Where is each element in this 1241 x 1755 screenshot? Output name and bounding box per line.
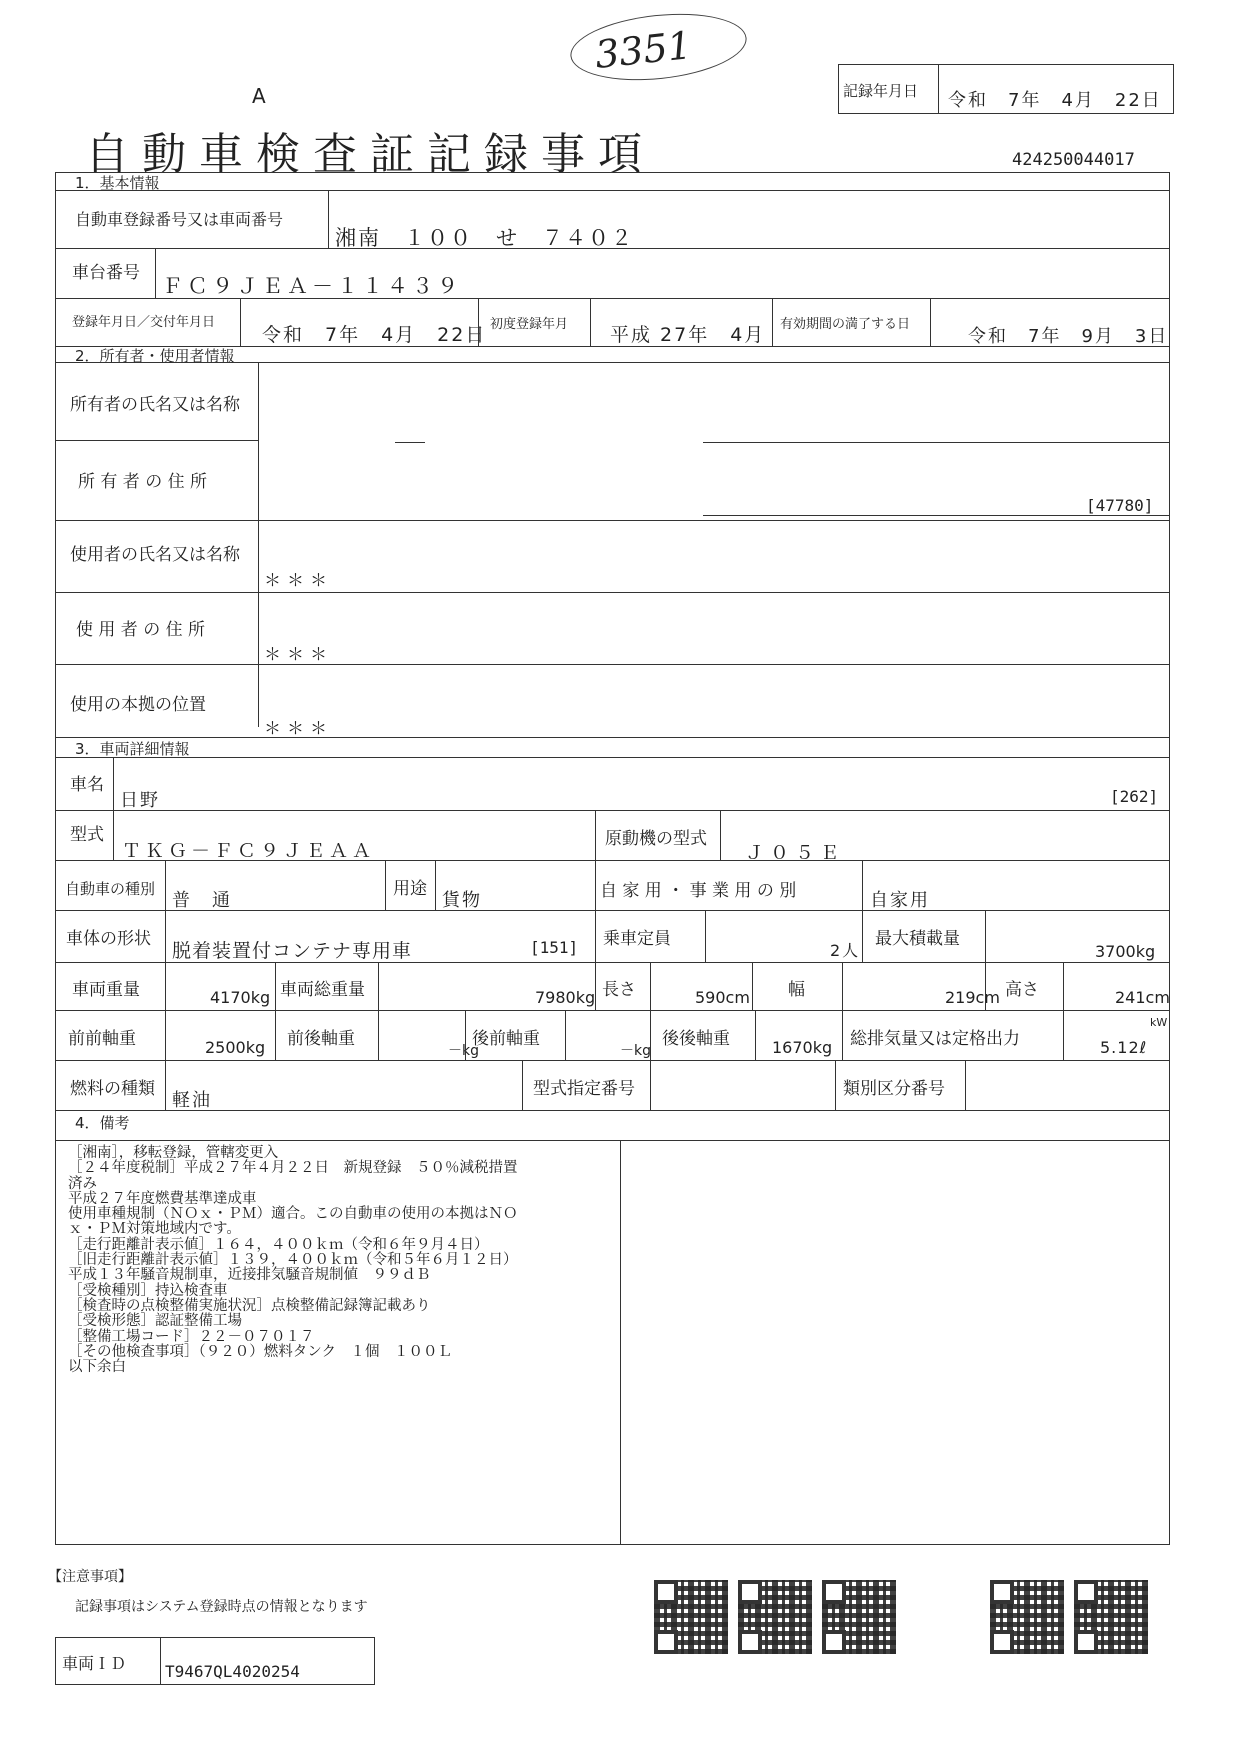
qr-code-4: [990, 1580, 1064, 1654]
car-name-label: 車名: [70, 775, 104, 795]
length-value: 590cm: [695, 988, 750, 1007]
max-load-value: 3700kg: [1095, 942, 1156, 961]
body-shape-label: 車体の形状: [66, 929, 151, 949]
base-location-value: ＊＊＊: [264, 719, 333, 739]
expiry-value: 令和 7年 9月 3日: [968, 326, 1169, 347]
height-value: 241cm: [1115, 988, 1170, 1007]
capacity-value: 2人: [830, 941, 861, 960]
private-business-value: 自家用: [870, 890, 930, 911]
gross-weight-value: 7980kg: [535, 988, 596, 1007]
car-name-value: 日野: [120, 790, 160, 811]
displacement-unit: kW: [1150, 1016, 1168, 1029]
vehicle-id-label: 車両ＩＤ: [62, 1654, 127, 1673]
private-business-label: 自 家 用 ・ 事 業 用 の 別: [600, 881, 797, 901]
fr-axle-label: 前後軸重: [287, 1029, 355, 1049]
user-address-value: ＊＊＊: [264, 645, 333, 665]
fr-axle-value: －kg: [448, 1043, 479, 1059]
model-label: 型式: [70, 825, 104, 845]
rf-axle-value: －kg: [620, 1043, 651, 1059]
record-date-value: 令和 7年 4月 22日: [948, 90, 1162, 111]
kind-value: 普 通: [172, 890, 232, 911]
section-basic: 1．基本情報: [75, 174, 160, 192]
section-remarks: 4．備考: [75, 1114, 130, 1132]
ff-axle-label: 前前軸重: [68, 1029, 136, 1049]
gross-weight-label: 車両総重量: [280, 980, 365, 1000]
width-value: 219cm: [945, 988, 1000, 1007]
ff-axle-value: 2500kg: [205, 1038, 266, 1057]
base-location-label: 使用の本拠の位置: [70, 695, 206, 715]
owner-address-label: 所 有 者 の 住 所: [78, 472, 208, 492]
notes-title: 【注意事項】: [48, 1569, 132, 1585]
first-reg-value: 平成 27年 4月: [610, 324, 766, 346]
engine-value: Ｊ０５Ｅ: [745, 842, 846, 864]
max-load-label: 最大積載量: [875, 929, 960, 949]
class-number-label: 類別区分番号: [843, 1079, 945, 1099]
use-value: 貨物: [442, 890, 482, 911]
capacity-label: 乗車定員: [603, 929, 671, 949]
type-designation-label: 型式指定番号: [533, 1079, 635, 1099]
owner-name-label: 所有者の氏名又は名称: [70, 395, 240, 415]
kind-label: 自動車の種別: [65, 880, 156, 898]
remarks-text: ［湘南］，移転登録，管轄変更入 ［２４年度税制］平成２７年４月２２日 新規登録 ５０％減税措置 済み 平成２７年度燃費基準達成車 使用車種規制（ＮＯｘ・ＰＭ）適合。この自動車の使用の本拠はＮＯ ｘ・ＰＭ対策地域内です。 ［走行距離計表示値］１６４，４００ｋｍ（令和６年９月４日） ［旧走行距離計表示値］１３９，４００ｋｍ（令和５年６月１２日） 平成１３年騒音規制車，近接排気騒音規制値 ９９ｄＢ ［受検種別］持込検査車 ［検査時の点検整備実施状況］点検整備記録簿記載あり ［受検形態］認証整備工場 ［整備工場コード］２２－０７０１７ ［その他検査事項］（９２０）燃料タンク １個 １００Ｌ 以下余白: [68, 1145, 518, 1376]
doc-letter: A: [252, 84, 266, 108]
qr-code-1: [654, 1580, 728, 1654]
body-shape-code: [151]: [530, 938, 579, 957]
fuel-value: 軽油: [172, 1090, 212, 1111]
user-address-label: 使 用 者 の 住 所: [76, 620, 206, 640]
user-name-label: 使用者の氏名又は名称: [70, 545, 240, 565]
reg-number-value: 湘南 １００ せ ７４０２: [335, 226, 634, 250]
vehicle-id-value: T9467QL4020254: [165, 1662, 300, 1681]
weight-value: 4170kg: [210, 988, 271, 1007]
use-label: 用途: [393, 879, 427, 899]
qr-code-3: [822, 1580, 896, 1654]
rf-axle-label: 後前軸重: [472, 1029, 540, 1049]
page-title: 自動車検査証記録事項: [85, 129, 655, 180]
model-value: ＴＫＧ－ＦＣ９ＪＥＡＡ: [122, 840, 376, 862]
notes-text: 記録事項はシステム登録時点の情報となります: [75, 1599, 368, 1615]
width-label: 幅: [788, 980, 805, 1000]
rr-axle-label: 後後軸重: [662, 1029, 730, 1049]
displacement-value: 5.12ℓ: [1100, 1038, 1148, 1057]
length-label: 長さ: [602, 980, 636, 1000]
chassis-label: 車台番号: [72, 263, 140, 283]
owner-code: [47780]: [1086, 496, 1154, 515]
expiry-label: 有効期間の満了する日: [780, 317, 911, 332]
qr-code-2: [738, 1580, 812, 1654]
section-vehicle: 3．車両詳細情報: [75, 740, 190, 758]
chassis-value: ＦＣ９ＪＥＡ－１１４３９: [162, 274, 462, 298]
user-name-value: ＊＊＊: [264, 571, 333, 591]
body-shape-value: 脱着装置付コンテナ専用車: [172, 940, 413, 962]
rr-axle-value: 1670kg: [772, 1038, 833, 1057]
record-date-label: 記録年月日: [843, 82, 919, 100]
displacement-label: 総排気量又は定格出力: [850, 1029, 1020, 1049]
weight-label: 車両重量: [72, 980, 140, 1000]
handwritten-number: 3351: [592, 23, 694, 77]
height-label: 高さ: [1005, 980, 1039, 1000]
qr-code-5: [1074, 1580, 1148, 1654]
reg-date-value: 令和 7年 4月 22日: [262, 324, 487, 346]
fuel-label: 燃料の種類: [70, 1079, 155, 1099]
first-reg-label: 初度登録年月: [490, 317, 569, 332]
engine-label: 原動機の型式: [605, 829, 707, 849]
doc-number: 424250044017: [1012, 150, 1135, 170]
car-name-code: [262]: [1110, 787, 1159, 806]
section-owner: 2．所有者・使用者情報: [75, 347, 235, 365]
reg-date-label: 登録年月日／交付年月日: [72, 315, 216, 330]
reg-number-label: 自動車登録番号又は車両番号: [75, 210, 284, 229]
